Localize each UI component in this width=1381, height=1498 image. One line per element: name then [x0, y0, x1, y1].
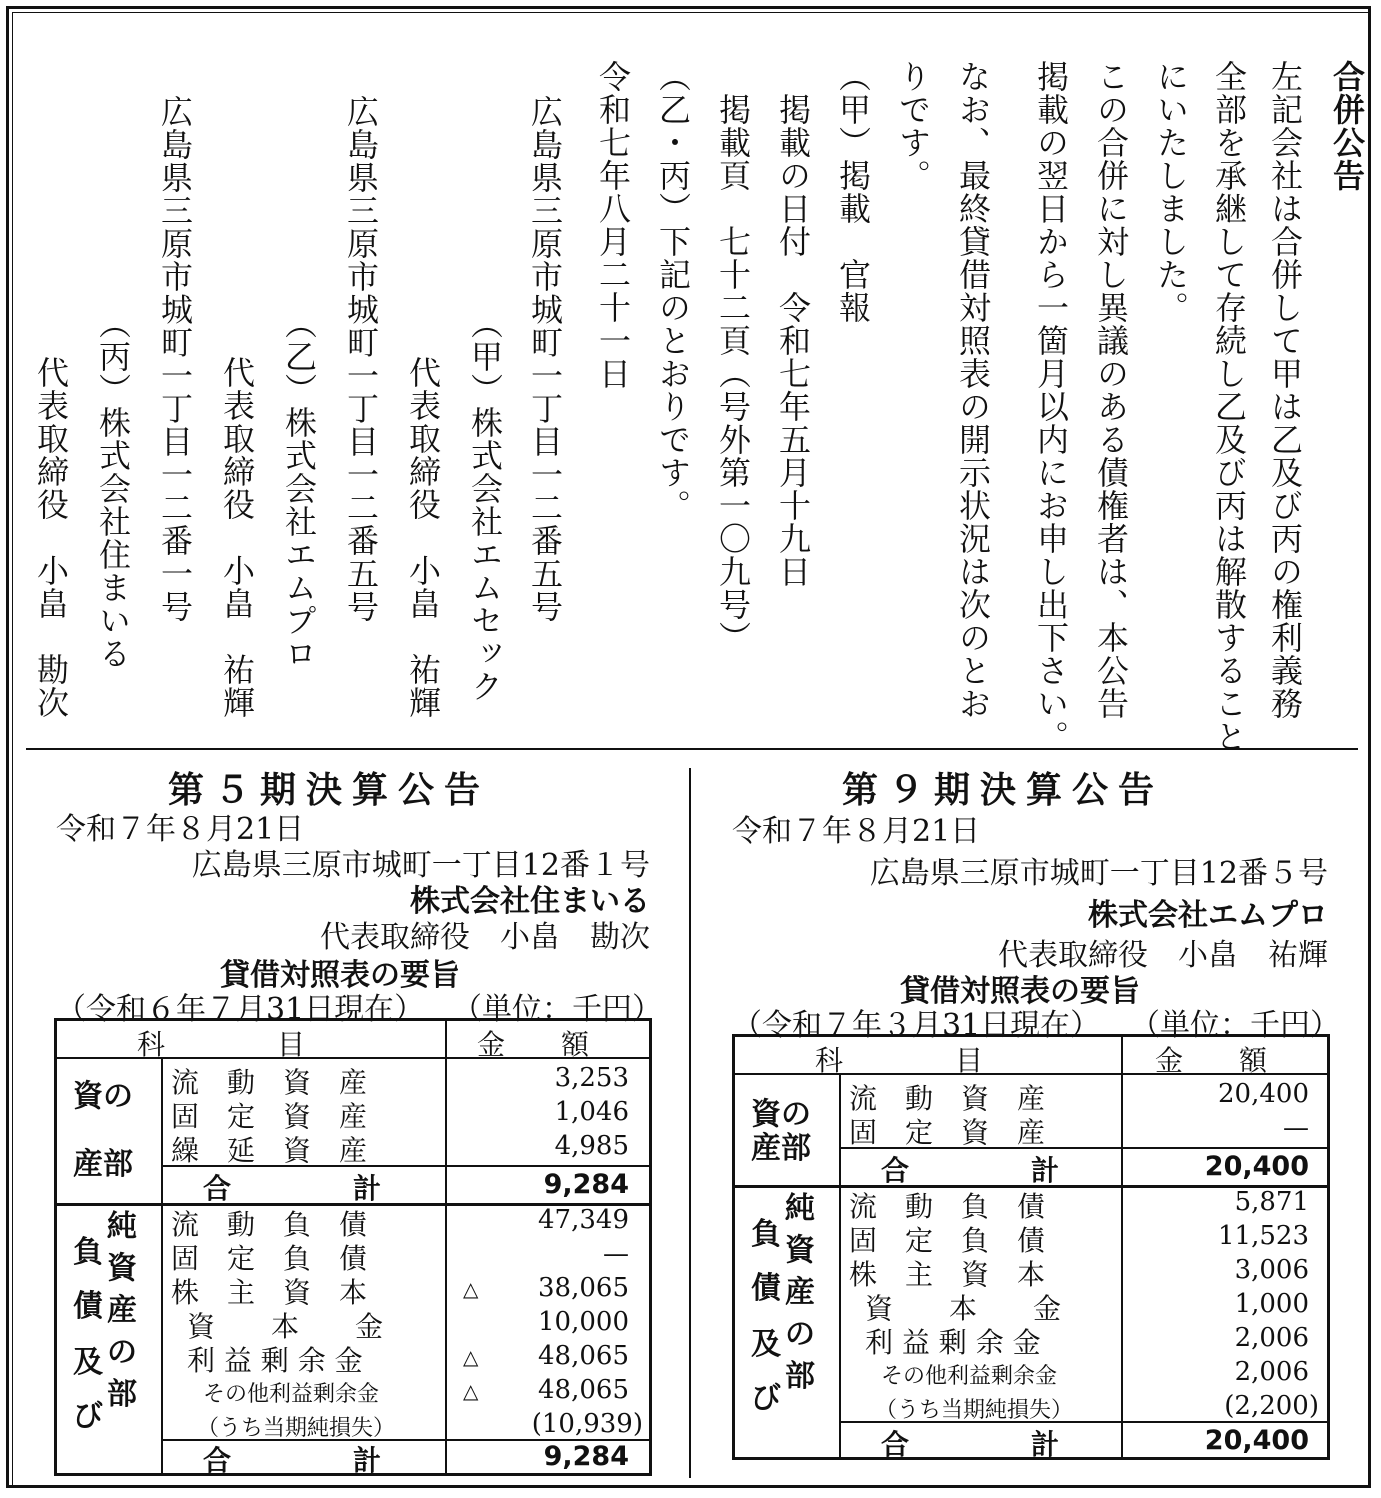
merger-col-9: 掲載の日付 令和七年五月十九日: [774, 60, 812, 588]
left-asset-name-2: 繰 延 資 産: [171, 1134, 368, 1167]
merger-col-17: （乙）株式会社エムプロ: [280, 290, 318, 670]
right-unit: （単位：千円）: [1130, 1008, 1340, 1043]
right-notice-title: 第９期決算公告: [842, 770, 1165, 811]
merger-col-10: 掲載頁 七十二頁（号外第一〇九号）: [714, 60, 752, 654]
left-notice-date: 令和７年８月21日: [56, 812, 305, 847]
right-liab-value-2: 3,006: [1234, 1255, 1309, 1285]
right-assets-total-value: 20,400: [1204, 1151, 1309, 1182]
merger-col-21: 代表取締役 小畠 勘次: [32, 290, 70, 719]
left-asset-value-1: 1,046: [554, 1097, 629, 1127]
merger-col-20: （丙）株式会社住まいる: [94, 290, 132, 670]
right-liab2-char-4: 部: [785, 1359, 815, 1394]
merger-col-12: 令和七年八月二十一日: [594, 60, 632, 390]
right-liab-value-6: (2,200): [1224, 1391, 1319, 1421]
left-balance-sheet: [54, 1018, 652, 1476]
left-liab-total-value: 9,284: [543, 1441, 629, 1472]
left-liab-name-0: 流 動 負 債: [171, 1208, 368, 1241]
left-assets-label-a: 資の: [73, 1079, 133, 1114]
right-as-of: （令和７年３月31日現在）: [732, 1008, 1101, 1043]
left-liab2-char-1: 資: [107, 1251, 137, 1286]
left-liab-name-5: その他利益剰余金: [203, 1382, 380, 1407]
right-assets-label-b: 産部: [751, 1131, 811, 1166]
right-liab-char-2: 及: [751, 1327, 781, 1362]
right-liab-value-4: 2,006: [1234, 1323, 1309, 1353]
left-liab-value-6: (10,939): [531, 1409, 643, 1439]
right-header-item: 科 目: [815, 1044, 984, 1077]
left-liab-char-2: 及: [73, 1345, 103, 1380]
left-liab2-char-4: 部: [107, 1377, 137, 1412]
right-liab-char-3: び: [751, 1381, 781, 1416]
right-asset-value-0: 20,400: [1218, 1079, 1309, 1109]
right-liab-name-3: 資 本 金: [865, 1292, 1062, 1325]
merger-col-7: りです。: [894, 60, 932, 192]
left-assets-total-label: 合 計: [203, 1172, 404, 1205]
left-liab-name-3: 資 本 金: [187, 1310, 384, 1343]
left-label-col-line: [161, 1059, 163, 1473]
left-asset-name-1: 固 定 資 産: [171, 1100, 368, 1133]
left-notice-company: 株式会社住まいる: [410, 884, 650, 919]
left-header-amount: 金 額: [477, 1028, 590, 1061]
left-liab2-char-0: 純: [107, 1209, 137, 1244]
right-liab-value-5: 2,006: [1234, 1357, 1309, 1387]
right-asset-name-1: 固 定 資 産: [849, 1116, 1046, 1149]
left-liab-name-1: 固 定 負 債: [171, 1242, 368, 1275]
right-liab-value-1: 11,523: [1218, 1221, 1309, 1251]
right-asset-value-1: —: [1283, 1113, 1309, 1143]
right-liab2-char-3: の: [785, 1317, 815, 1352]
merger-col-5: 掲載の翌日から一箇月以内にお申し出下さい。: [1032, 60, 1070, 753]
left-liab2-char-3: の: [107, 1335, 137, 1370]
left-liab-name-2: 株 主 資 本: [171, 1276, 368, 1309]
right-liab2-char-2: 産: [785, 1275, 815, 1310]
right-liab-value-3: 1,000: [1234, 1289, 1309, 1319]
merger-col-18: 代表取締役 小畠 祐輝: [218, 290, 256, 719]
left-liab-name-6: （うち当期純損失）: [197, 1416, 396, 1441]
left-liab-value-1: —: [603, 1239, 629, 1269]
left-notice-rep: 代表取締役 小畠 勘次: [320, 920, 650, 955]
left-header-item: 科 目: [137, 1028, 306, 1061]
right-liab-name-1: 固 定 負 債: [849, 1224, 1046, 1257]
right-header-amount: 金 額: [1155, 1044, 1268, 1077]
right-balance-sheet: [732, 1034, 1330, 1460]
left-notice-title: 第５期決算公告: [168, 770, 491, 811]
left-liab-value-0: 47,349: [538, 1205, 629, 1235]
left-asset-value-2: 4,985: [554, 1131, 629, 1161]
right-liab-name-5: その他利益剰余金: [881, 1364, 1058, 1389]
right-liab-value-0: 5,871: [1234, 1187, 1309, 1217]
merger-col-11: （乙・丙）下記のとおりです。: [654, 60, 692, 522]
left-liab-name-4: 利 益 剰 余 金: [187, 1344, 363, 1377]
merger-col-8: （甲）掲載 官報: [834, 60, 872, 324]
right-label-col-line: [839, 1075, 841, 1457]
right-notice-address: 広島県三原市城町一丁目12番５号: [869, 856, 1328, 891]
left-liab2-char-2: 産: [107, 1293, 137, 1328]
merger-col-15: 代表取締役 小畠 祐輝: [404, 290, 442, 719]
right-asset-name-0: 流 動 資 産: [849, 1082, 1046, 1115]
left-liab-char-0: 負: [73, 1235, 103, 1270]
section-divider: [26, 748, 1358, 750]
merger-col-19: 広島県三原市城町一丁目一二番一号: [156, 95, 194, 623]
left-liab-value-5: 48,065: [538, 1375, 629, 1405]
right-liab-name-4: 利 益 剰 余 金: [865, 1326, 1041, 1359]
left-liab-tri-2: △: [463, 1277, 479, 1301]
right-notice-rep: 代表取締役 小畠 祐輝: [998, 938, 1328, 973]
left-liab-char-3: び: [73, 1399, 103, 1434]
merger-col-3: にいたしました。: [1152, 60, 1190, 324]
left-unit: （単位：千円）: [452, 992, 662, 1027]
right-liab-total-value: 20,400: [1204, 1425, 1309, 1456]
right-liab-name-6: （うち当期純損失）: [875, 1398, 1074, 1423]
right-liab-char-1: 債: [751, 1271, 781, 1306]
left-asset-name-0: 流 動 資 産: [171, 1066, 368, 1099]
right-notice-date: 令和７年８月21日: [732, 814, 981, 849]
right-liab2-char-1: 資: [785, 1233, 815, 1268]
right-liab-total-label: 合 計: [881, 1428, 1082, 1461]
left-assets-total-value: 9,284: [543, 1169, 629, 1200]
left-liab-value-4: 48,065: [538, 1341, 629, 1371]
merger-col-6: なお、最終貸借対照表の開示状況は次のとお: [954, 60, 992, 720]
left-notice-address: 広島県三原市城町一丁目12番１号: [191, 848, 650, 883]
left-liab-total-label: 合 計: [203, 1444, 404, 1477]
left-liab-value-3: 10,000: [538, 1307, 629, 1337]
left-asset-value-0: 3,253: [554, 1063, 629, 1093]
left-assets-label-b: 産部: [73, 1147, 133, 1182]
left-bs-title: 貸借対照表の要旨: [220, 958, 460, 993]
right-liab-name-2: 株 主 資 本: [849, 1258, 1046, 1291]
left-liab-tri-5: △: [463, 1379, 479, 1403]
right-liab2-char-0: 純: [785, 1191, 815, 1226]
merger-col-1: 左記会社は合併して甲は乙及び丙の権利義務: [1266, 60, 1304, 720]
merger-col-14: （甲）株式会社エムセック: [466, 290, 504, 703]
merger-col-4: この合併に対し異議のある債権者は、本公告: [1092, 60, 1130, 720]
right-liab-name-0: 流 動 負 債: [849, 1190, 1046, 1223]
merger-heading: 合併公告: [1328, 60, 1366, 192]
right-liab-char-0: 負: [751, 1217, 781, 1252]
merger-col-2: 全部を承継して存続し乙及び丙は解散すること: [1210, 60, 1248, 753]
left-liab-char-1: 債: [73, 1289, 103, 1324]
left-liab-value-2: 38,065: [538, 1273, 629, 1303]
left-liab-tri-4: △: [463, 1345, 479, 1369]
left-as-of: （令和６年７月31日現在）: [56, 992, 425, 1027]
merger-col-16: 広島県三原市城町一丁目一二番五号: [342, 95, 380, 623]
right-bs-title: 貸借対照表の要旨: [900, 974, 1140, 1009]
right-notice-company: 株式会社エムプロ: [1088, 898, 1328, 933]
right-assets-label-a: 資の: [751, 1097, 811, 1132]
column-divider: [689, 768, 691, 1478]
merger-col-13: 広島県三原市城町一丁目一二番五号: [526, 95, 564, 623]
right-assets-total-label: 合 計: [881, 1154, 1082, 1187]
